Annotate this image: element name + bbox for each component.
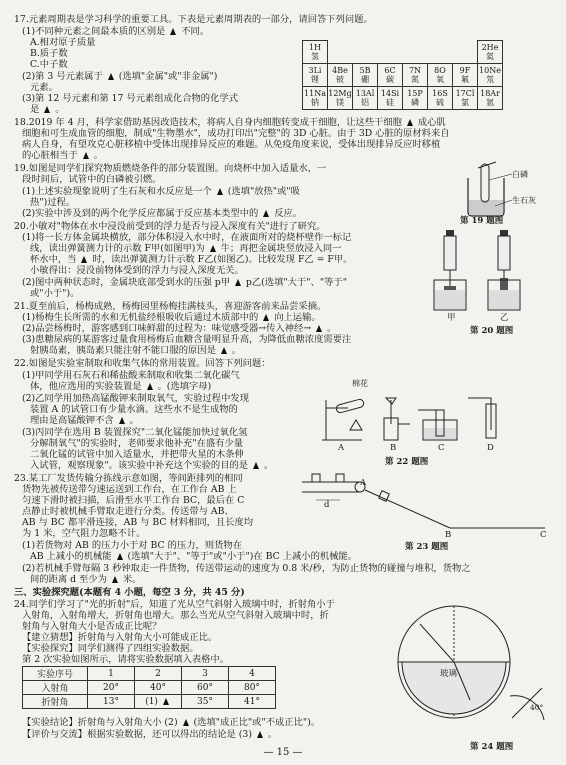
q21-line1: 21.夏至前后，杨梅成熟，杨梅园里杨梅挂满枝头，喜迎游客前来品尝采摘。 xyxy=(14,301,327,312)
q24-conclusion: 【实验结论】折射角与入射角大小 (2) (选填"成正比"或"不成正比")。 xyxy=(22,717,321,728)
q23-part2: (2)若机械手臂每隔 3 秒钟取走一件货物，传送带运动的速度为 0.8 米/秒，为防止货物的碰撞与堆积，货物之 xyxy=(22,563,471,574)
answer-blank-marker xyxy=(257,731,263,738)
q22-part1-cont: 体，他应选用的实验装置是 。(选填字母) xyxy=(30,381,212,392)
table-header: 实验序号 xyxy=(23,667,88,681)
table-cell: 80° xyxy=(229,681,276,695)
element-cl: 17Cl 氯 xyxy=(453,87,478,110)
fig23-label-b: B xyxy=(445,530,452,540)
table-header: 2 xyxy=(135,667,182,681)
fig22-label-a: A xyxy=(338,443,345,453)
q17-part3-cont: 是 。 xyxy=(30,104,65,115)
q23-line4: 点静止时被机械手臂取走进行分类。传送带与 AB、 xyxy=(22,506,234,517)
element-ar: 18Ar 氩 xyxy=(478,87,503,110)
q19-line1: 19.如图是同学们探究物质燃烧条件的部分装置图。向烧杯中加入适量水，一 xyxy=(14,163,327,174)
q24-evaluation: 【评价与交流】根据实验数据，还可以得出的结论是 (3) 。 xyxy=(22,729,278,740)
q24-line3: 射角与入射角大小是否成正比呢？ xyxy=(22,621,162,632)
q19-part2: (2)实验中涉及到的两个化学反应都属于反应基本类型中的 反应。 xyxy=(22,208,303,219)
figure-24 xyxy=(392,600,552,740)
table-header: 4 xyxy=(229,667,276,681)
q24-line2: 入射角，入射角增大，折射角也增大。那么当光从空气斜射入玻璃中时，折 xyxy=(22,610,329,621)
answer-blank-marker xyxy=(221,347,227,354)
fig19-label-white-phosphorus: 白磷 xyxy=(512,170,528,179)
element-si: 14Si 硅 xyxy=(378,87,403,110)
figure-20 xyxy=(420,228,540,333)
q20-part1-l4: 小敏得出：浸没前物体受到的浮力与浸入深度无关。 xyxy=(30,265,244,276)
periodic-row-3 xyxy=(303,87,503,110)
figure-23 xyxy=(300,470,550,540)
element-p: 15P 磷 xyxy=(403,87,428,110)
q22-part1: (1)甲同学用石灰石和稀盐酸来制取和收集二氧化碳气 xyxy=(22,370,240,381)
q18-line4: 的心脏相当于 。 xyxy=(22,150,104,161)
q23-line1: 23.某工厂发货传输分拣线示意如图，等间距排列的相同 xyxy=(14,473,243,484)
experiment-data-table xyxy=(22,666,276,709)
answer-blank-marker xyxy=(83,152,89,159)
answer-blank-marker xyxy=(263,314,269,321)
q23-part1-cont: AB 上减小的机械能 (选填"大于"、"等于"或"小于")在 BC 上减小的机械能。 xyxy=(30,551,358,562)
q19-line2: 段时间后，试管中的白磷被引燃。 xyxy=(22,174,162,185)
table-cell: 13° xyxy=(88,695,135,709)
table-row xyxy=(23,681,276,695)
q19-part1: (1)上述实验现象说明了生石灰和水反应是一个 (选填"放热"或"吸 xyxy=(22,186,300,197)
element-s: 16S 硫 xyxy=(428,87,453,110)
q23-line5: AB 与 BC 都平滑连接，AB 与 BC 材料相同，且长度均 xyxy=(22,517,254,528)
periodic-row-2 xyxy=(303,64,503,87)
answer-blank-marker xyxy=(210,245,216,252)
fig19-caption: 第 19 题图 xyxy=(460,216,504,226)
element-na: 11Na 钠 xyxy=(303,87,328,110)
figure-22 xyxy=(318,380,518,450)
answer-blank-marker xyxy=(170,28,176,35)
table-cell: (1) xyxy=(135,695,182,709)
answer-blank-marker xyxy=(44,106,50,113)
q20-part1: (1)将一长方体金属块横放，部分体积浸入水中时，在液面所对的烧杯壁作一标记 xyxy=(22,232,352,243)
q18-line2: 细胞和可生成血管的细胞，制成"生物墨水"，成功打印出"完整"的 3D 心脏。由于 3D 心脏的原材料来自 xyxy=(22,128,450,139)
fig24-caption: 第 24 题图 xyxy=(470,742,514,752)
q21-part3-cont: 射胰岛素，胰岛素只能注射不能口服的原因是 。 xyxy=(30,345,242,356)
table-header: 1 xyxy=(88,667,135,681)
q22-part3-l4: 入试管，观察现象"。该实验中补充这个实验的目的是 。 xyxy=(30,460,274,471)
answer-blank-marker xyxy=(183,719,189,726)
q22-part3-l3: 二氧化锰的试管中加入适量水，并把带火星的木条伸 xyxy=(30,449,244,460)
fig20-caption: 第 20 题图 xyxy=(470,326,514,336)
section-3-title: 三、实验探究题(本题有 4 小题，每空 3 分，共 45 分) xyxy=(14,587,245,598)
q24-instruction: 第 2 次实验如图所示，请将实验数据填入表格中。 xyxy=(22,654,230,665)
figure-19 xyxy=(450,160,550,222)
fig22-label-cotton: 棉花 xyxy=(352,379,368,388)
table-cell: 41° xyxy=(229,695,276,709)
answer-blank-marker xyxy=(117,553,123,560)
q24-experiment: 【实验探究】同学们测得了四组实验数据。 xyxy=(22,643,199,654)
periodic-row-1 xyxy=(303,41,503,64)
element-o: 8O 氧 xyxy=(428,64,453,87)
fig23-caption: 第 23 题图 xyxy=(405,542,449,552)
fig20-label-jia: 甲 xyxy=(447,313,456,323)
table-cell: 40° xyxy=(135,681,182,695)
table-cell: 35° xyxy=(182,695,229,709)
answer-blank-marker xyxy=(253,462,259,469)
fig20-label-yi: 乙 xyxy=(500,313,509,323)
q20-part1-l2: 线，读出弹簧测力计的示数 F甲(如图甲)为 牛；再把金属块竖放浸入同一 xyxy=(30,243,342,254)
q17-option-c: C.中子数 xyxy=(30,59,68,70)
q21-part1: (1)杨梅生长所需的水和无机盐经根吸收后通过木质部中的 向上运输。 xyxy=(22,312,321,323)
answer-blank-marker xyxy=(407,119,413,126)
element-ne: 10Ne 氖 xyxy=(478,64,503,87)
page-number: — 15 — xyxy=(263,747,303,758)
q19-part1-cont: 热")过程。 xyxy=(30,197,76,208)
fig22-label-c: C xyxy=(438,443,445,453)
element-h: 1H 氢 xyxy=(303,41,328,64)
element-b: 5B 硼 xyxy=(353,64,378,87)
periodic-table xyxy=(302,40,503,110)
q20-line1: 20.小敏对"物体在水中浸没前受到的浮力是否与浸入深度有关"进行了研究。 xyxy=(14,221,326,232)
fig22-label-d: D xyxy=(487,443,494,453)
q23-part2-cont: 间的距离 d 至少为 米。 xyxy=(30,574,142,585)
q17-option-b: B.质子数 xyxy=(30,48,68,59)
answer-blank-marker xyxy=(217,188,223,195)
fig23-label-a: A xyxy=(360,478,367,488)
q17-part3: (3)第 12 号元素和第 17 号元素组成化合物的化学式 xyxy=(22,93,238,104)
q20-part2-cont: 或"小于")。 xyxy=(30,288,80,299)
q17-title: 17.元素周期表是学习科学的重要工具。下表是元素周期表的一部分，请回答下列问题。 xyxy=(14,14,373,25)
table-cell: 60° xyxy=(182,681,229,695)
fig23-label-d: d xyxy=(324,500,330,510)
q23-line6: 为 1 米，空气阻力忽略不计。 xyxy=(22,528,146,539)
table-cell: 20° xyxy=(88,681,135,695)
q23-part1: (1)若货物对 AB 的压力小于对 BC 的压力，则货物在 xyxy=(22,540,242,551)
q22-line1: 22.如图是实验室制取和收集气体的常用装置。回答下列问题： xyxy=(14,358,271,369)
element-n: 7N 氮 xyxy=(403,64,428,87)
q17-part2: (2)第 3 号元素属于 (选填"金属"或"非金属") xyxy=(22,71,218,82)
table-header: 3 xyxy=(182,667,229,681)
answer-blank-marker xyxy=(316,325,322,332)
fig23-label-c: C xyxy=(540,530,547,540)
answer-blank-marker xyxy=(163,698,169,705)
table-header-row xyxy=(23,667,276,681)
q24-hypothesis: 【建立猜想】折射角与入射角大小可能成正比。 xyxy=(22,632,218,643)
fig22-caption: 第 22 题图 xyxy=(385,457,429,467)
q17-part1: (1)不同种元素之间最本质的区别是 不同。 xyxy=(22,26,210,37)
q22-part2-l3: 理由是高锰酸钾不含 。 xyxy=(30,415,139,426)
q21-part2: (2)品尝杨梅时，游客感到口味鲜甜的过程为：味觉感受器→传入神经→ 。 xyxy=(22,323,337,334)
answer-blank-marker xyxy=(112,576,118,583)
q23-line2: 货物先被传送带匀速运送到工作台，在工作台 AB 上 xyxy=(22,484,237,495)
element-he: 2He 氦 xyxy=(478,41,503,64)
table-row xyxy=(23,695,276,709)
q22-part3: (3)丙同学在选用 B 装置探究"二氧化锰能加快过氧化氢 xyxy=(22,427,248,438)
element-li: 3Li 锂 xyxy=(303,64,328,87)
fig24-label-glass: 玻璃 xyxy=(440,669,458,679)
table-cell: 折射角 xyxy=(23,695,88,709)
q20-part2: (2)图中两种状态时，金属块底部受到水的压强 p甲 p乙(选填"大于"、"等于" xyxy=(22,277,347,288)
answer-blank-marker xyxy=(81,256,87,263)
fig24-label-angle: 40° xyxy=(530,703,544,712)
element-be: 4Be 铍 xyxy=(328,64,353,87)
q22-part2: (2)乙同学用加热高锰酸钾来制取氧气，实验过程中发现 xyxy=(22,393,249,404)
answer-blank-marker xyxy=(108,73,114,80)
element-al: 13Al 铝 xyxy=(353,87,378,110)
element-mg: 12Mg 镁 xyxy=(328,87,353,110)
answer-blank-marker xyxy=(263,210,269,217)
fig22-label-b: B xyxy=(390,443,397,453)
table-cell: 入射角 xyxy=(23,681,88,695)
answer-blank-marker xyxy=(119,417,125,424)
q21-part3: (3)患糖尿病的某游客过量食用杨梅后血糖含量明显升高，为降低血糖浓度需要注 xyxy=(22,334,352,345)
q22-part2-l2: 装置 A 的试管口有少量水滴。这些水不是生成物的 xyxy=(30,404,238,415)
q17-part2-cont: 元素。 xyxy=(30,82,58,93)
q18-line1: 18.2019 年 4 月，科学家借助基因改造技术，将病人自身内细胞转变成干细胞，让这些干细胞 成心肌 xyxy=(14,117,446,128)
q23-line3: 匀速下滑时被扫描，后滑至水平工作台 BC，最后在 C xyxy=(22,495,245,506)
answer-blank-marker xyxy=(147,383,153,390)
q17-option-a: A.相对原子质量 xyxy=(30,37,96,48)
q24-line1: 24.同学们学习了"光的折射"后，知道了光从空气斜射入玻璃中时，折射角小于 xyxy=(14,599,335,610)
q18-line3: 病人自身，有望攻克心脏移植中受体出现排异反应的难题。从免疫角度来说，受体出现排异反应时移植 xyxy=(22,139,441,150)
element-c: 6C 碳 xyxy=(378,64,403,87)
q22-part3-l2: 分解制氧气"的实验时，老师要求他补充"在盛有少量 xyxy=(30,438,244,449)
answer-blank-marker xyxy=(235,279,241,286)
element-f: 9F 氟 xyxy=(453,64,478,87)
q20-part1-l3: 杯水中，当 时，读出弹簧测力计示数 F乙(如图乙)。比较发现 F乙 = F甲。 xyxy=(30,254,353,265)
fig19-label-quicklime: 生石灰 xyxy=(512,196,536,205)
